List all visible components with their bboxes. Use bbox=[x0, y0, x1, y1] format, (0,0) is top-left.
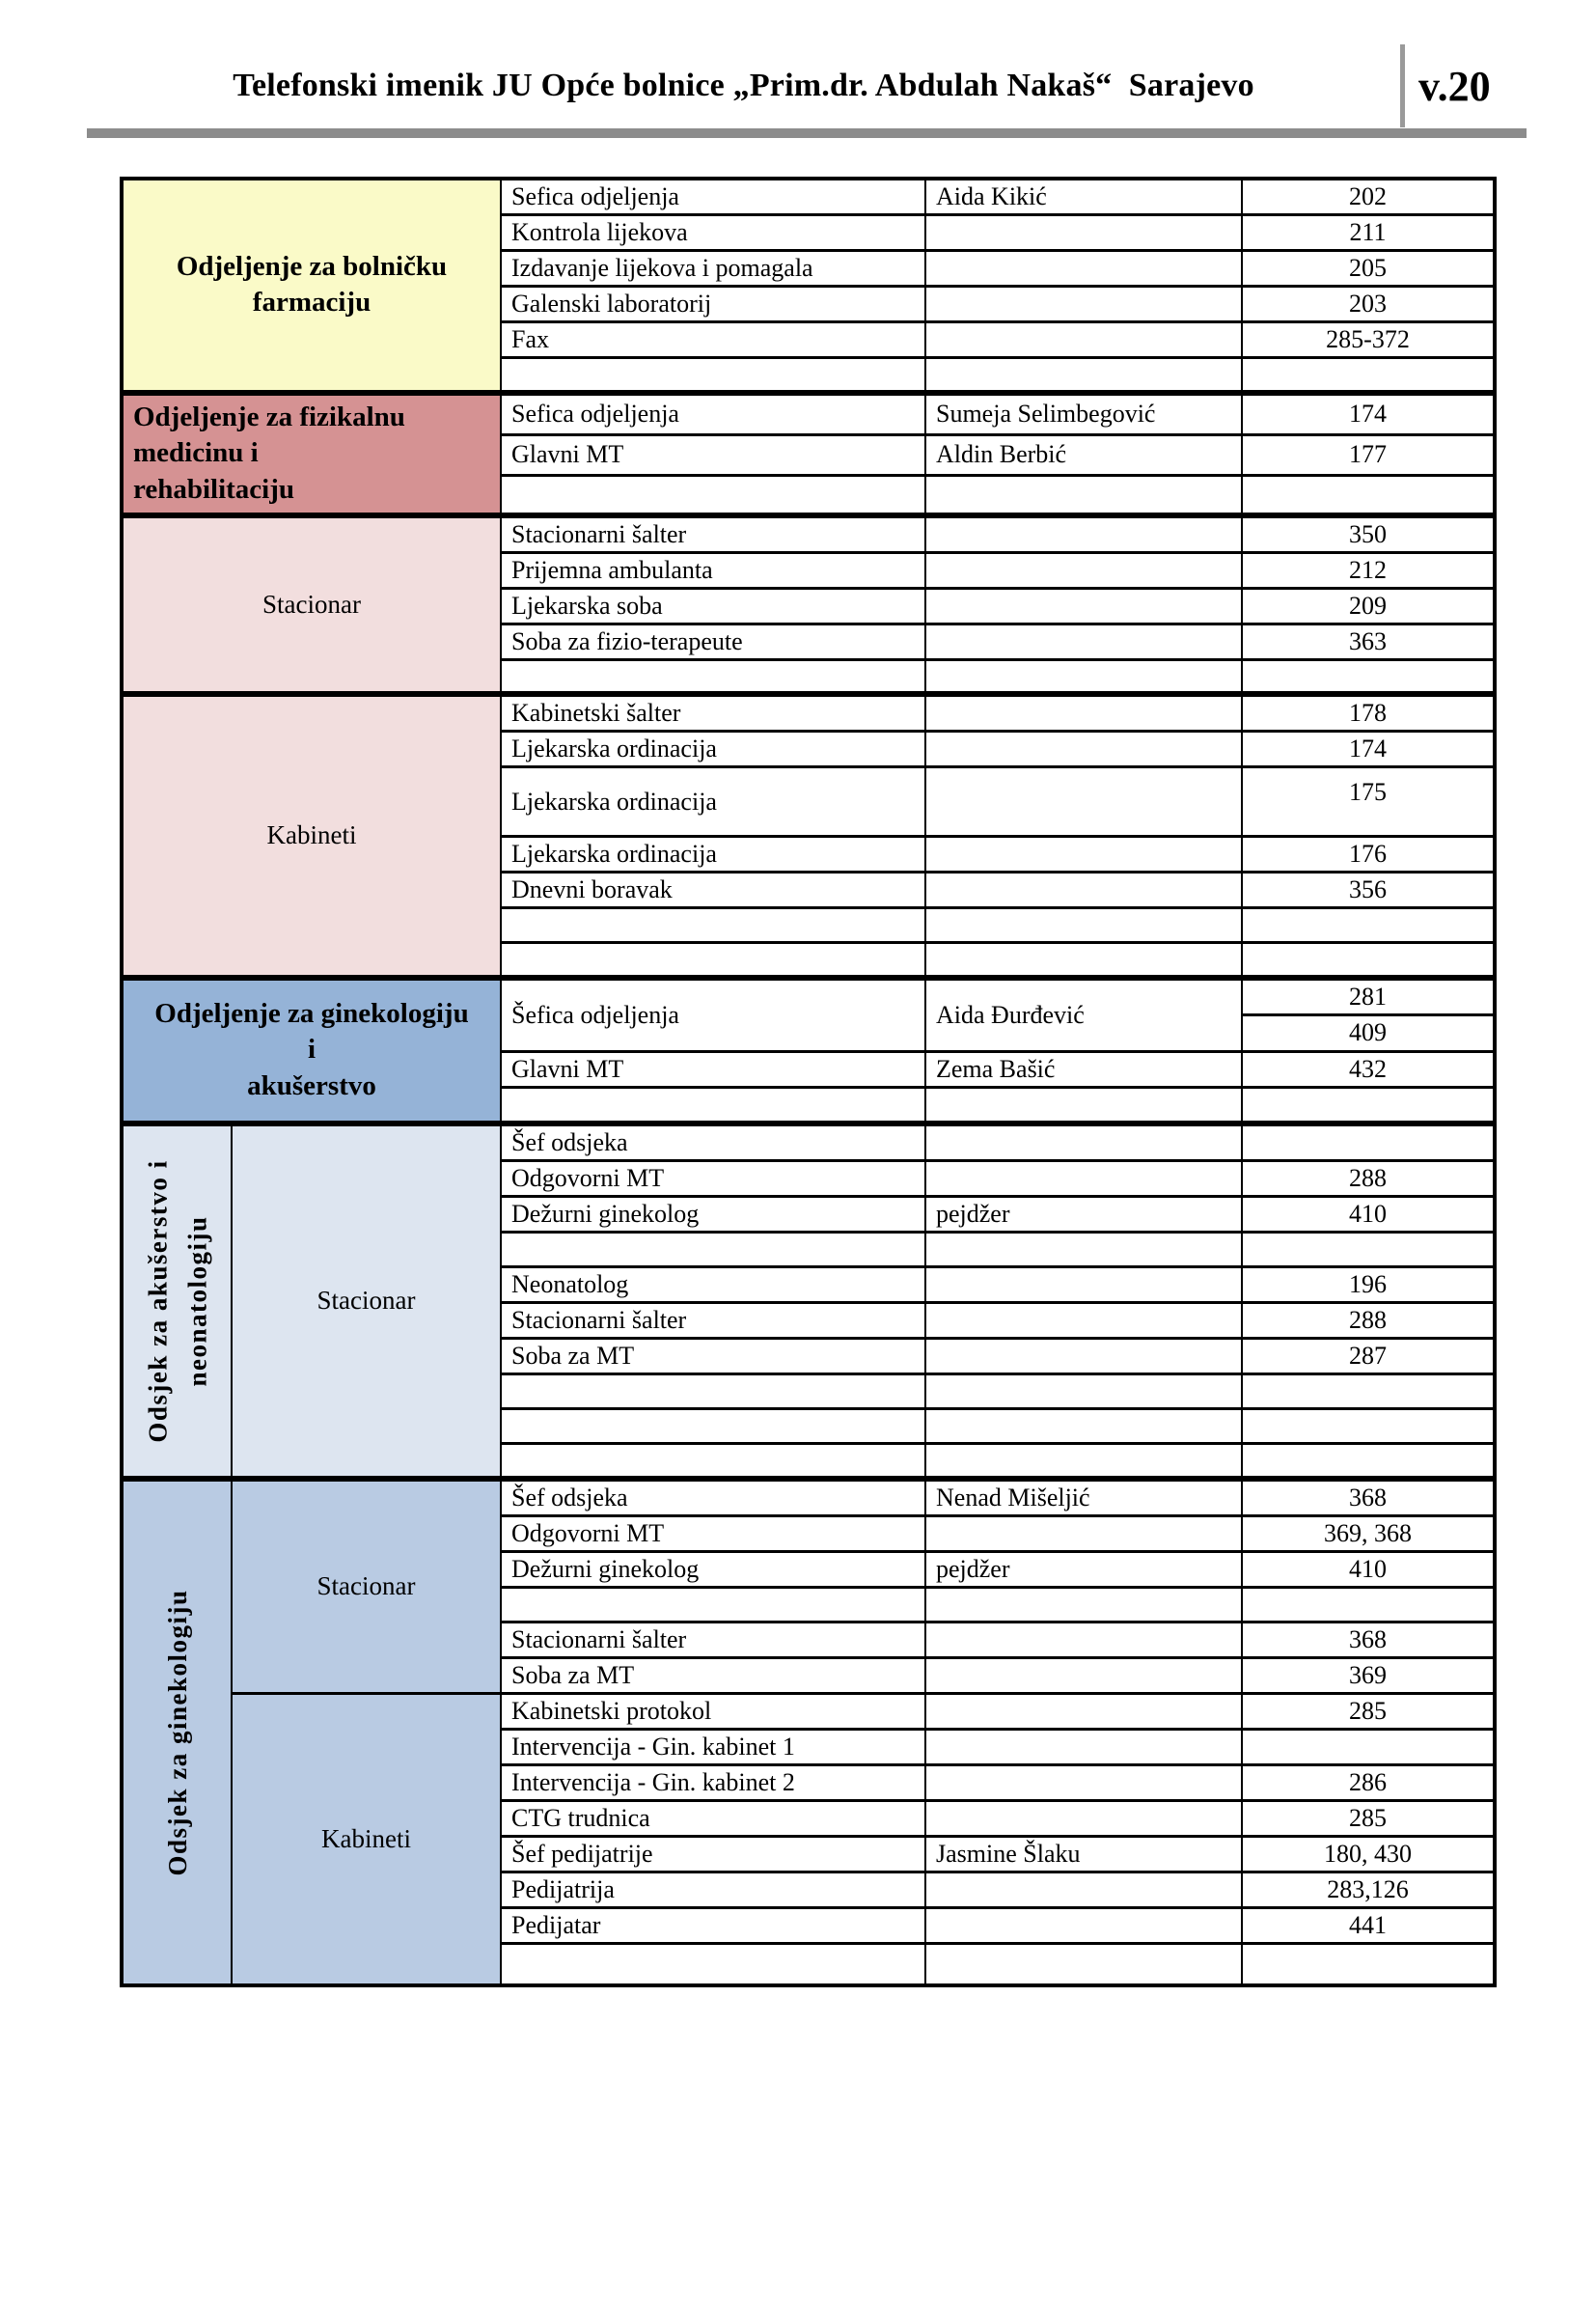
cell-name: pejdžer bbox=[925, 1551, 1242, 1587]
cell-function: Odgovorni MT bbox=[501, 1161, 925, 1197]
cell-name bbox=[925, 322, 1242, 358]
cell-phone: 203 bbox=[1242, 287, 1495, 322]
cell-function bbox=[501, 1409, 925, 1444]
cell-phone: 283,126 bbox=[1242, 1872, 1495, 1907]
cell-function: Sefica odjeljenja bbox=[501, 393, 925, 435]
cell-function: Dnevni boravak bbox=[501, 873, 925, 908]
cell-phone bbox=[1242, 358, 1495, 393]
cell-phone bbox=[1242, 476, 1495, 515]
cell-function: Kabinetski protokol bbox=[501, 1693, 925, 1729]
vertical-label-line: neonatologiju bbox=[181, 1215, 211, 1387]
cell-name bbox=[925, 1444, 1242, 1479]
cell-phone: 180, 430 bbox=[1242, 1836, 1495, 1872]
cell-function bbox=[501, 1374, 925, 1409]
cell-phone bbox=[1242, 1374, 1495, 1409]
cell-name bbox=[925, 1657, 1242, 1693]
cell-function bbox=[501, 1587, 925, 1622]
cell-phone: 410 bbox=[1242, 1197, 1495, 1233]
cell-name bbox=[925, 588, 1242, 624]
cell-phone bbox=[1242, 943, 1495, 978]
cell-name bbox=[925, 1087, 1242, 1123]
subsection-label-stacionar: Stacionar bbox=[232, 1479, 501, 1694]
cell-phone bbox=[1242, 1729, 1495, 1764]
cell-phone bbox=[1242, 659, 1495, 694]
cell-name bbox=[925, 1872, 1242, 1907]
section-label-bolnicka-farmacija bbox=[122, 179, 501, 393]
cell-function bbox=[501, 908, 925, 943]
cell-function: Intervencija - Gin. kabinet 2 bbox=[501, 1764, 925, 1800]
section-label-line: Odjeljenje za fizikalnu bbox=[133, 401, 405, 432]
cell-phone: 286 bbox=[1242, 1764, 1495, 1800]
cell-phone: 287 bbox=[1242, 1339, 1495, 1374]
cell-name bbox=[925, 515, 1242, 553]
cell-phone bbox=[1242, 1409, 1495, 1444]
cell-function: Šef pedijatrije bbox=[501, 1836, 925, 1872]
cell-function: Intervencija - Gin. kabinet 1 bbox=[501, 1729, 925, 1764]
cell-name bbox=[925, 659, 1242, 694]
cell-function bbox=[501, 1943, 925, 1985]
cell-phone: 369 bbox=[1242, 1657, 1495, 1693]
section-label-line: Odjeljenje za ginekologiju bbox=[154, 997, 469, 1029]
cell-function: Šef odsjeka bbox=[501, 1123, 925, 1161]
vertical-label-line: Odsjek za akušerstvo i bbox=[143, 1159, 172, 1443]
cell-phone: 369, 368 bbox=[1242, 1515, 1495, 1551]
cell-phone: 432 bbox=[1242, 1051, 1495, 1087]
cell-function: Stacionarni šalter bbox=[501, 1303, 925, 1339]
cell-name bbox=[925, 1409, 1242, 1444]
cell-name bbox=[925, 624, 1242, 659]
cell-name bbox=[925, 552, 1242, 588]
vertical-label-akuserstvo-neonatologija bbox=[122, 1123, 232, 1479]
table-row bbox=[122, 179, 1495, 215]
table-row bbox=[122, 978, 1495, 1015]
cell-phone: 178 bbox=[1242, 694, 1495, 732]
cell-name bbox=[925, 694, 1242, 732]
cell-name bbox=[925, 1233, 1242, 1267]
cell-name bbox=[925, 1587, 1242, 1622]
cell-name bbox=[925, 1303, 1242, 1339]
cell-name bbox=[925, 251, 1242, 287]
cell-phone: 368 bbox=[1242, 1479, 1495, 1516]
cell-function: Dežurni ginekolog bbox=[501, 1197, 925, 1233]
cell-phone: 174 bbox=[1242, 732, 1495, 767]
cell-function: Soba za MT bbox=[501, 1339, 925, 1374]
cell-name bbox=[925, 1800, 1242, 1836]
cell-name bbox=[925, 1267, 1242, 1303]
cell-phone bbox=[1242, 1233, 1495, 1267]
cell-phone: 285 bbox=[1242, 1693, 1495, 1729]
cell-phone: 409 bbox=[1242, 1014, 1495, 1051]
cell-name bbox=[925, 1161, 1242, 1197]
cell-function: Šefica odjeljenja bbox=[501, 978, 925, 1052]
subsection-label-kabineti: Kabineti bbox=[232, 1693, 501, 1985]
section-label-line: akušerstvo bbox=[247, 1070, 376, 1102]
cell-name bbox=[925, 1907, 1242, 1943]
vertical-label-ginekologija bbox=[122, 1479, 232, 1986]
cell-name: Nenad Mišeljić bbox=[925, 1479, 1242, 1516]
cell-function bbox=[501, 659, 925, 694]
cell-function bbox=[501, 1087, 925, 1123]
cell-name bbox=[925, 358, 1242, 393]
cell-function: Fax bbox=[501, 322, 925, 358]
cell-phone: 363 bbox=[1242, 624, 1495, 659]
cell-phone: 368 bbox=[1242, 1622, 1495, 1657]
cell-name bbox=[925, 1515, 1242, 1551]
page-header bbox=[87, 44, 1527, 127]
cell-phone: 177 bbox=[1242, 434, 1495, 475]
cell-phone: 285-372 bbox=[1242, 322, 1495, 358]
section-label-line: medicinu i bbox=[133, 437, 259, 469]
cell-function: Dežurni ginekolog bbox=[501, 1551, 925, 1587]
cell-name bbox=[925, 837, 1242, 873]
subsection-label-kabineti bbox=[122, 694, 501, 978]
cell-phone: 288 bbox=[1242, 1161, 1495, 1197]
cell-phone: 175 bbox=[1242, 767, 1495, 837]
cell-function: Soba za fizio-terapeute bbox=[501, 624, 925, 659]
cell-function: Prijemna ambulanta bbox=[501, 552, 925, 588]
cell-function bbox=[501, 1444, 925, 1479]
cell-function: Soba za MT bbox=[501, 1657, 925, 1693]
cell-name bbox=[925, 1374, 1242, 1409]
cell-phone: 288 bbox=[1242, 1303, 1495, 1339]
cell-function: Stacionarni šalter bbox=[501, 1622, 925, 1657]
cell-function bbox=[501, 476, 925, 515]
cell-name: Jasmine Šlaku bbox=[925, 1836, 1242, 1872]
cell-name bbox=[925, 476, 1242, 515]
cell-name: Sumeja Selimbegović bbox=[925, 393, 1242, 435]
cell-function: Glavni MT bbox=[501, 434, 925, 475]
cell-name bbox=[925, 1693, 1242, 1729]
cell-function: Ljekarska ordinacija bbox=[501, 767, 925, 837]
cell-phone bbox=[1242, 908, 1495, 943]
cell-function bbox=[501, 1233, 925, 1267]
cell-name bbox=[925, 732, 1242, 767]
section-label-line: farmaciju bbox=[252, 287, 371, 319]
table-row bbox=[122, 694, 1495, 732]
section-label-line: rehabilitaciju bbox=[133, 473, 295, 505]
cell-phone bbox=[1242, 1087, 1495, 1123]
cell-function: Kontrola lijekova bbox=[501, 215, 925, 251]
vertical-label-text bbox=[157, 1589, 197, 1875]
section-label-line: i bbox=[307, 1034, 316, 1066]
header-rule bbox=[87, 128, 1527, 138]
cell-name: pejdžer bbox=[925, 1197, 1242, 1233]
subsection-label-stacionar bbox=[122, 515, 501, 695]
table-row bbox=[122, 1479, 1495, 1516]
cell-name bbox=[925, 1943, 1242, 1985]
cell-name bbox=[925, 1729, 1242, 1764]
cell-function: Glavni MT bbox=[501, 1051, 925, 1087]
cell-function: Odgovorni MT bbox=[501, 1515, 925, 1551]
cell-function: Izdavanje lijekova i pomagala bbox=[501, 251, 925, 287]
cell-name bbox=[925, 215, 1242, 251]
cell-phone: 212 bbox=[1242, 552, 1495, 588]
cell-function: Ljekarska ordinacija bbox=[501, 837, 925, 873]
cell-name bbox=[925, 1123, 1242, 1161]
cell-function: Sefica odjeljenja bbox=[501, 179, 925, 215]
cell-function: Kabinetski šalter bbox=[501, 694, 925, 732]
section-label-ginekologija-akuserstvo bbox=[122, 978, 501, 1124]
page bbox=[0, 44, 1596, 1987]
cell-name: Aida Đurđević bbox=[925, 978, 1242, 1052]
subsection-label-stacionar: Stacionar bbox=[232, 1123, 501, 1479]
cell-function bbox=[501, 943, 925, 978]
cell-name: Aida Kikić bbox=[925, 179, 1242, 215]
cell-phone: 285 bbox=[1242, 1800, 1495, 1836]
cell-name bbox=[925, 873, 1242, 908]
cell-phone: 281 bbox=[1242, 978, 1495, 1015]
cell-function: Pedijatrija bbox=[501, 1872, 925, 1907]
cell-phone: 350 bbox=[1242, 515, 1495, 553]
cell-phone: 202 bbox=[1242, 179, 1495, 215]
cell-function bbox=[501, 358, 925, 393]
table-row bbox=[122, 1693, 1495, 1729]
cell-phone: 176 bbox=[1242, 837, 1495, 873]
cell-function: Neonatolog bbox=[501, 1267, 925, 1303]
cell-name: Aldin Berbić bbox=[925, 434, 1242, 475]
cell-name bbox=[925, 767, 1242, 837]
cell-name bbox=[925, 943, 1242, 978]
cell-phone: 410 bbox=[1242, 1551, 1495, 1587]
cell-function: Stacionarni šalter bbox=[501, 515, 925, 553]
cell-phone bbox=[1242, 1444, 1495, 1479]
cell-function: Ljekarska soba bbox=[501, 588, 925, 624]
section-label-line: Odjeljenje za bolničku bbox=[176, 250, 448, 282]
cell-name: Zema Bašić bbox=[925, 1051, 1242, 1087]
cell-phone: 205 bbox=[1242, 251, 1495, 287]
cell-phone bbox=[1242, 1587, 1495, 1622]
cell-phone bbox=[1242, 1123, 1495, 1161]
section-label-fizikalna-medicina bbox=[122, 393, 501, 515]
cell-name bbox=[925, 1622, 1242, 1657]
cell-function: Ljekarska ordinacija bbox=[501, 732, 925, 767]
page-title: Telefonski imenik JU Opće bolnice „Prim.dr. Abdulah Nakaš“ Sarajevo bbox=[233, 68, 1254, 103]
cell-function: Galenski laboratorij bbox=[501, 287, 925, 322]
section-label-line: Kabineti bbox=[266, 820, 357, 850]
cell-phone: 441 bbox=[1242, 1907, 1495, 1943]
phone-directory-table bbox=[120, 177, 1497, 1987]
cell-phone: 211 bbox=[1242, 215, 1495, 251]
cell-phone: 356 bbox=[1242, 873, 1495, 908]
table-row bbox=[122, 1123, 1495, 1161]
version-label: v.20 bbox=[1418, 62, 1491, 110]
cell-function: Pedijatar bbox=[501, 1907, 925, 1943]
cell-name bbox=[925, 908, 1242, 943]
vertical-label-text bbox=[138, 1159, 216, 1442]
cell-name bbox=[925, 287, 1242, 322]
cell-function: Šef odsjeka bbox=[501, 1479, 925, 1516]
cell-name bbox=[925, 1764, 1242, 1800]
table-row bbox=[122, 515, 1495, 553]
table-row bbox=[122, 393, 1495, 435]
cell-phone: 209 bbox=[1242, 588, 1495, 624]
cell-phone bbox=[1242, 1943, 1495, 1985]
vertical-label-line: Odsjek za ginekologiju bbox=[162, 1589, 192, 1876]
cell-phone: 196 bbox=[1242, 1267, 1495, 1303]
cell-phone: 174 bbox=[1242, 393, 1495, 435]
section-label-line: Stacionar bbox=[262, 589, 361, 619]
cell-function: CTG trudnica bbox=[501, 1800, 925, 1836]
cell-name bbox=[925, 1339, 1242, 1374]
